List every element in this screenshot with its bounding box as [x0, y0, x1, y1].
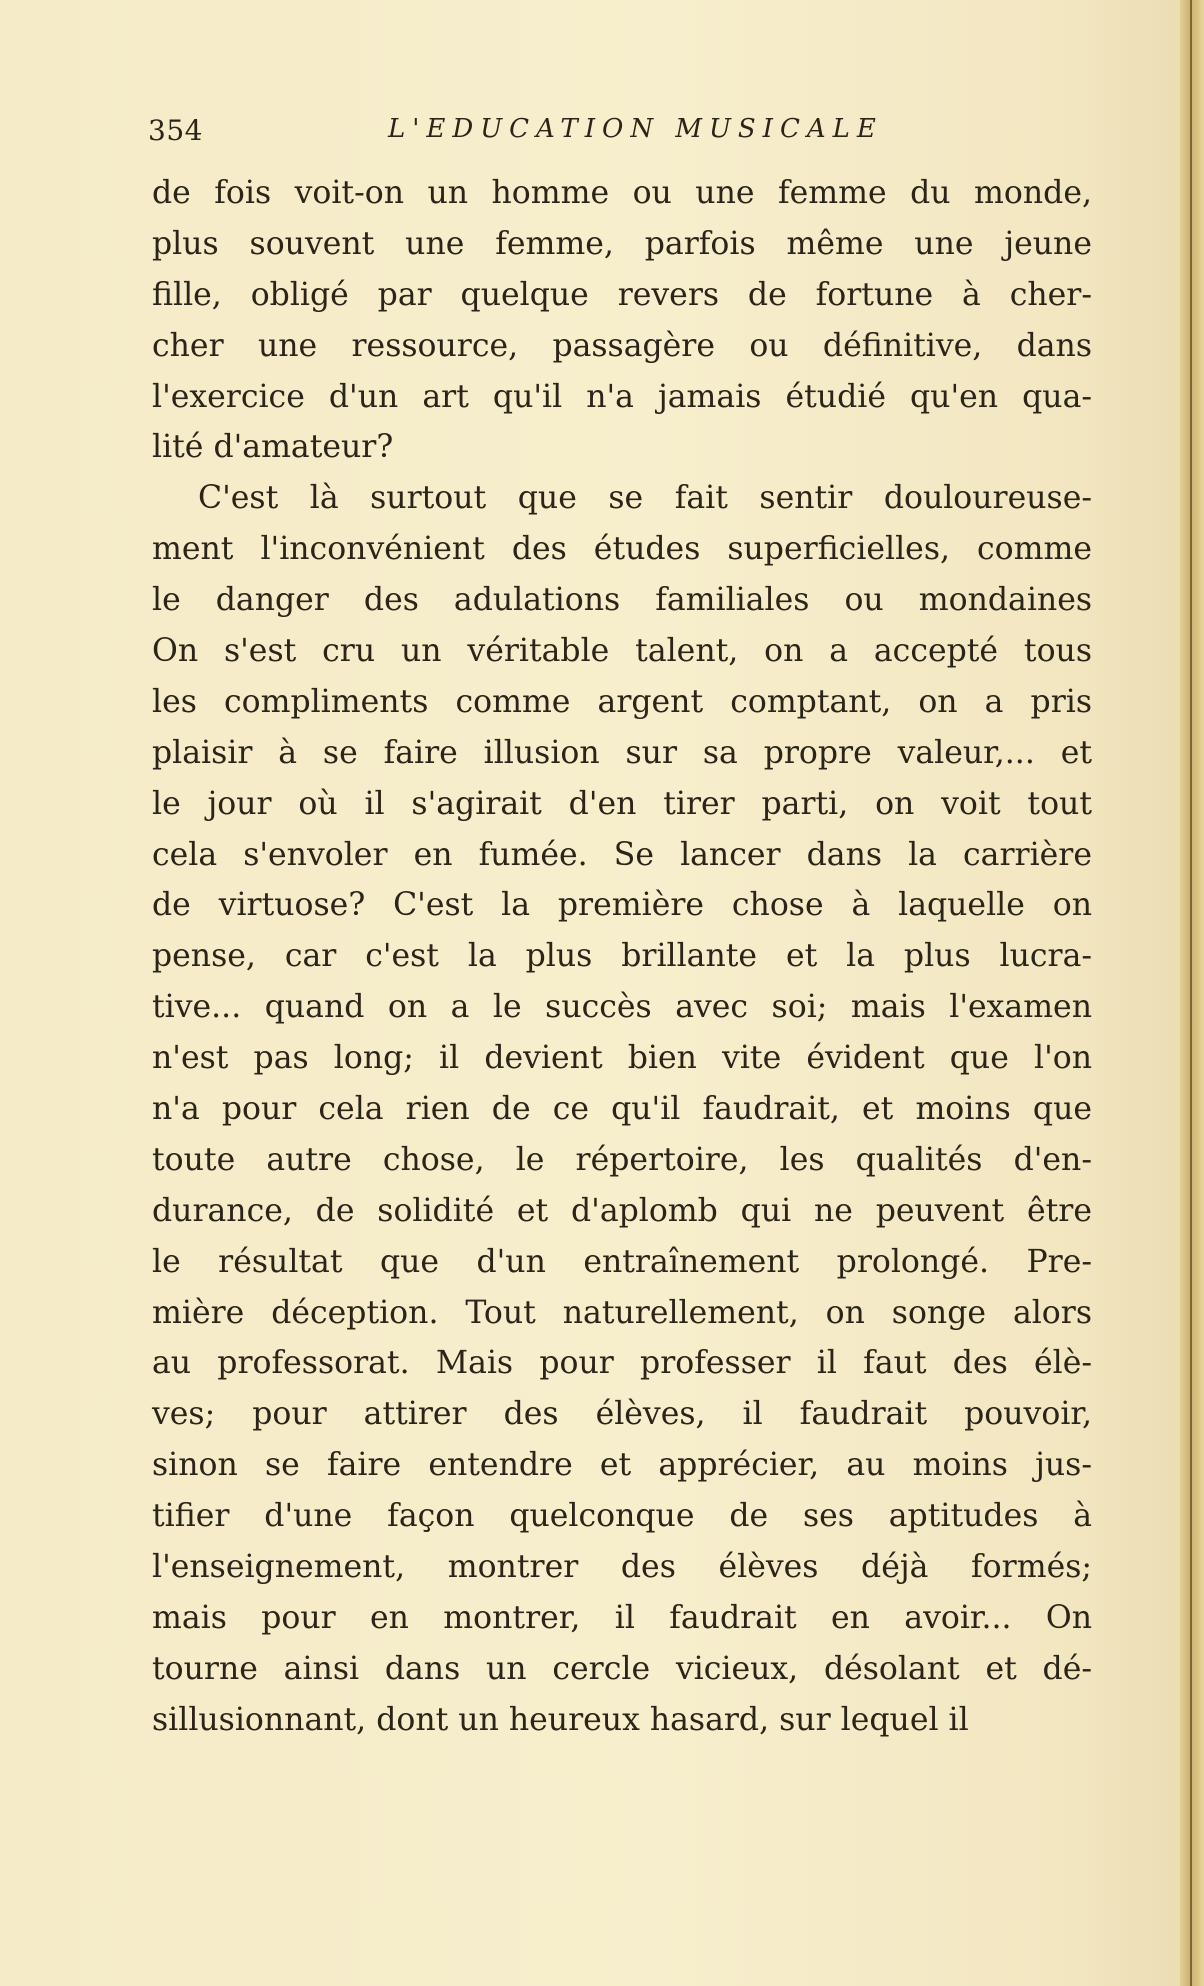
paragraph-container: [152, 168, 1092, 1746]
text-line: lité d'amateur?: [152, 429, 394, 466]
text-line: cela s'envoler en fumée. Se lancer dans la carrière: [152, 836, 1092, 873]
text-line: sillusionnant, dont un heureux hasard, sur lequel il: [152, 1701, 969, 1738]
text-line: pense, car c'est la plus brillante et la plus lucra-: [152, 938, 1092, 975]
body-text: [152, 168, 1092, 1746]
text-line: sinon se faire entendre et apprécier, au moins jus-: [152, 1447, 1092, 1484]
text-line: mière déception. Tout naturellement, on songe alors: [152, 1294, 1092, 1331]
text-line: le jour où il s'agirait d'en tirer parti, on voit tout: [152, 785, 1092, 822]
text-line: n'est pas long; il devient bien vite évident que l'on: [152, 1040, 1092, 1077]
text-line: tifier d'une façon quelconque de ses aptitudes à: [152, 1498, 1092, 1535]
text-line: mais pour en montrer, il faudrait en avoir... On: [152, 1599, 1092, 1636]
text-line: les compliments comme argent comptant, on a pris: [152, 683, 1092, 720]
text-line: C'est là surtout que se fait sentir douloureuse-: [198, 480, 1092, 517]
text-line: tourne ainsi dans un cercle vicieux, désolant et dé-: [152, 1650, 1092, 1687]
paragraph: [152, 473, 1092, 1745]
text-line: On s'est cru un véritable talent, on a accepté tous: [152, 633, 1092, 670]
text-line: n'a pour cela rien de ce qu'il faudrait, et moins que: [152, 1091, 1092, 1128]
page-header: [148, 108, 1098, 156]
text-line: durance, de solidité et d'aplomb qui ne peuvent être: [152, 1192, 1092, 1229]
running-title: L'EDUCATION MUSICALE: [388, 114, 883, 144]
text-line: tive... quand on a le succès avec soi; mais l'examen: [152, 989, 1092, 1026]
text-line: de virtuose? C'est la première chose à laquelle on: [152, 887, 1092, 924]
text-line: plaisir à se faire illusion sur sa propre valeur,... et: [152, 734, 1092, 771]
text-line: le danger des adulations familiales ou mondaines: [152, 582, 1092, 619]
text-line: fille, obligé par quelque revers de fortune à cher-: [152, 276, 1092, 313]
text-line: plus souvent une femme, parfois même une jeune: [152, 225, 1092, 262]
text-line: toute autre chose, le répertoire, les qualités d'en-: [152, 1141, 1092, 1178]
text-line: ment l'inconvénient des études superficielles, comme: [152, 531, 1092, 568]
text-line: de fois voit-on un homme ou une femme du monde,: [152, 175, 1092, 211]
text-line: l'exercice d'un art qu'il n'a jamais étudié qu'en qua-: [152, 378, 1092, 415]
page-number: 354: [148, 114, 203, 147]
text-line: l'enseignement, montrer des élèves déjà formés;: [152, 1549, 1092, 1586]
text-line: au professorat. Mais pour professer il faut des élè-: [152, 1345, 1092, 1382]
page-edge: [1180, 0, 1204, 1986]
paragraph: [152, 168, 1092, 473]
text-line: ves; pour attirer des élèves, il faudrait pouvoir,: [152, 1396, 1092, 1433]
text-line: cher une ressource, passagère ou définitive, dans: [152, 327, 1092, 364]
page-edge-line: [1190, 0, 1192, 1986]
text-line: le résultat que d'un entraînement prolongé. Pre-: [152, 1243, 1092, 1280]
